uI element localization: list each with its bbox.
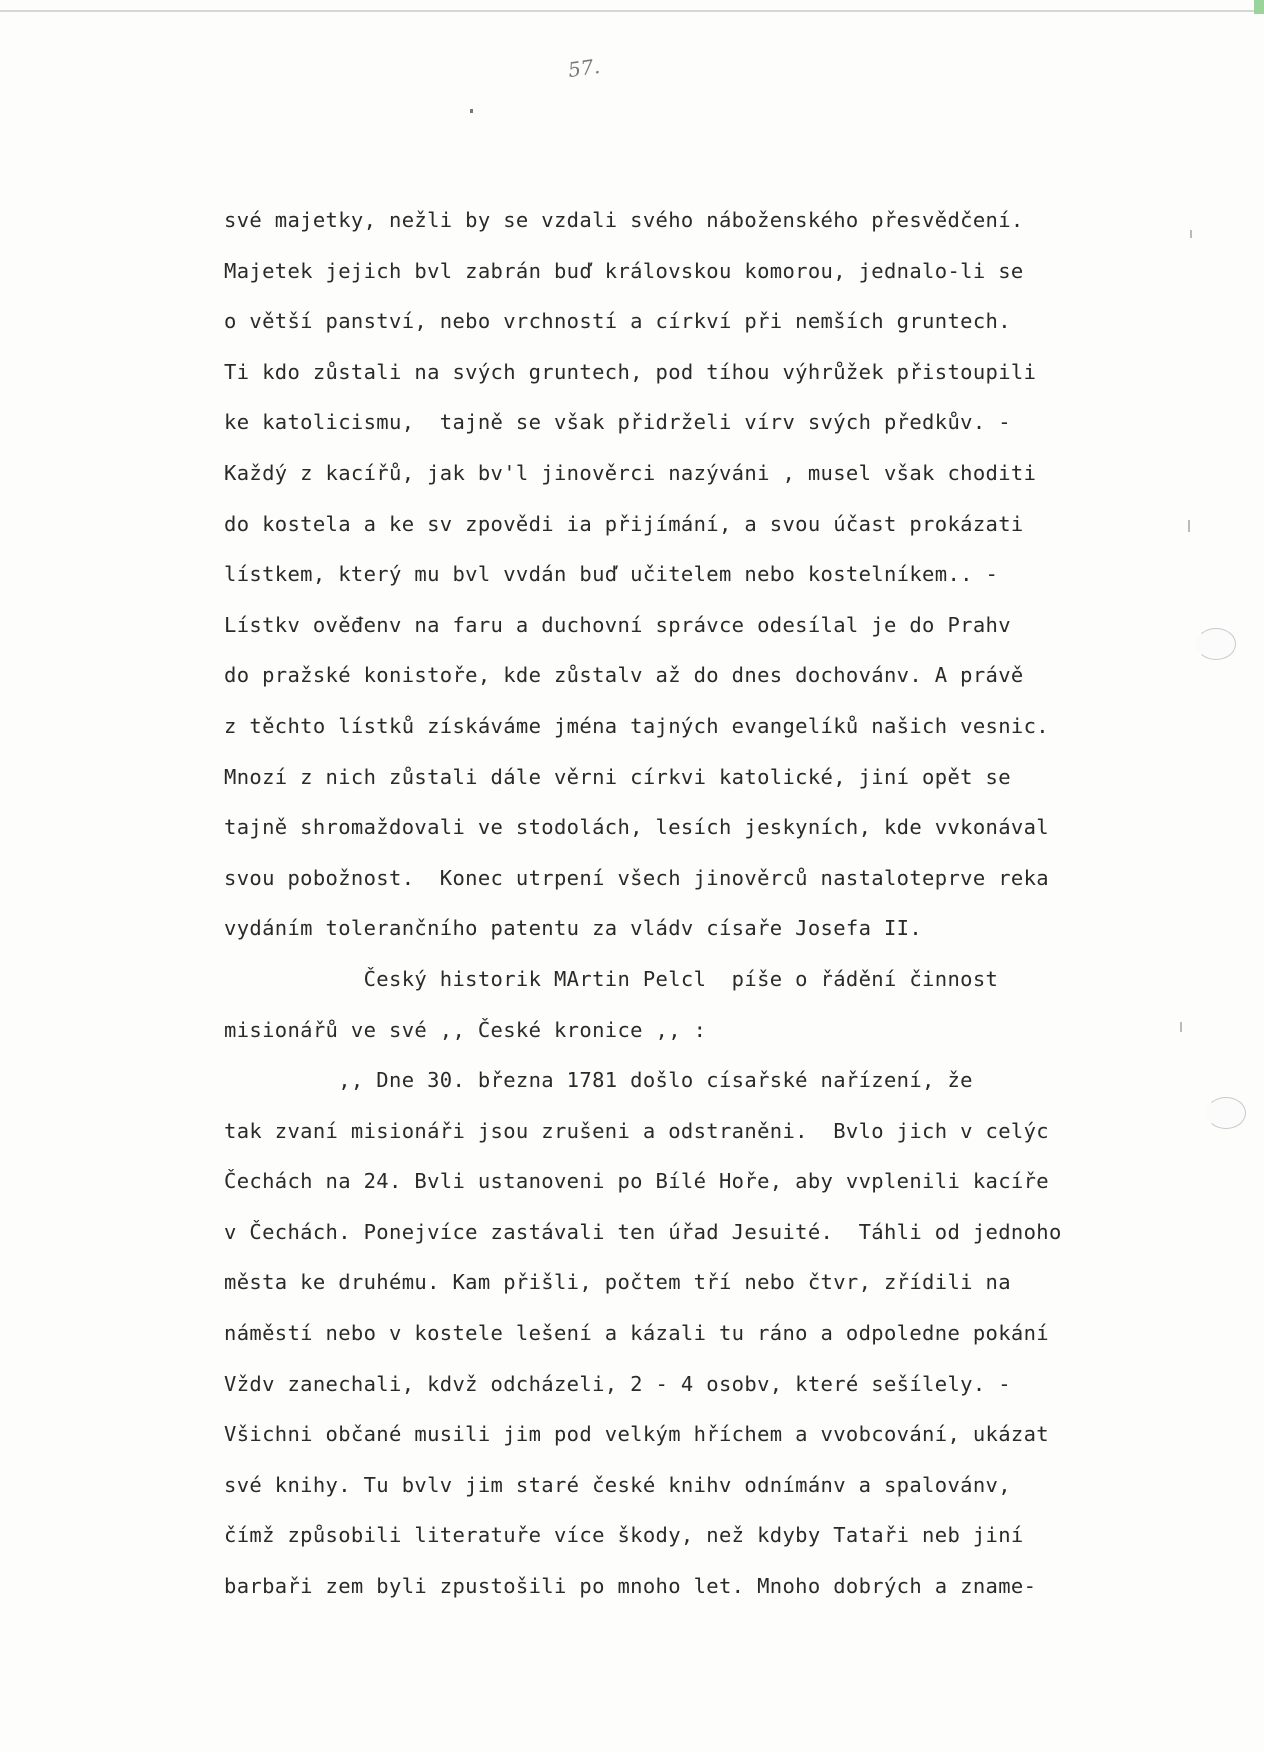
text-line: Všichni občané musili jim pod velkým hříchem a vvobcování, ukázat [224,1422,1049,1447]
text-line: Český historik MArtin Pelcl píše o řádění činnost [224,966,999,991]
text-line: tajně shromaždovali ve stodolách, lesích jeskyních, kde vvkonával [224,815,1049,840]
text-line: Mnozí z nich zůstali dále věrni církvi katolické, jiní opět se [224,764,1011,789]
text-line: města ke druhému. Kam přišli, počtem tří nebo čtvr, zřídili na [224,1270,1011,1295]
typed-text-body [224,208,1204,1625]
text-line: Čechách na 24. Bvli ustanoveni po Bílé Hoře, aby vvplenili kacíře [224,1169,1049,1194]
text-line: tak zvaní misionáři jsou zrušeni a odstraněni. Bvlo jich v celýc [224,1118,1049,1143]
corner-color-mark [1254,0,1264,14]
page-number: 57. [566,53,602,83]
text-line: misionářů ve své ,, České kronice ,, : [224,1017,707,1042]
text-line: své majetky, nežli by se vzdali svého náboženského přesvědčení. [224,208,1024,232]
text-line: ke katolicismu, tajně se však přidrželi vírv svých předkův. - [224,410,1011,435]
text-line: do kostela a ke sv zpovědi ia přijímání, a svou účast prokázati [224,511,1024,536]
ink-dot [470,109,473,113]
text-line: Lístkv ověđenv na faru a duchovní správce odesílal je do Prahv [224,612,1011,637]
text-line: lístkem, který mu bvl vvdán buď učitelem nebo kostelníkem.. - [224,562,999,587]
text-line: Vždv zanechali, kdvž odcházeli, 2 - 4 osobv, které sešílely. - [224,1371,1011,1396]
text-line: Každý z kacířů, jak bv'l jinověrci nazýváni , musel však choditi [224,460,1037,485]
text-line: Ti kdo zůstali na svých gruntech, pod tíhou výhrůžek přistoupili [224,359,1037,384]
text-line: ,, Dne 30. března 1781 došlo císařské nařízení, že [224,1068,973,1093]
text-line: do pražské konistoře, kde zůstalv až do dnes dochovánv. A právě [224,663,1024,688]
page-top-edge [0,10,1264,12]
text-line: čímž způsobili literatuře více škody, než kdyby Tataři neb jiní [224,1523,1024,1548]
text-line: svou pobožnost. Konec utrpení všech jinověrců nastaloteprve reka [224,865,1049,890]
text-line: vydáním tolerančního patentu za vládv císaře Josefa II. [224,916,923,941]
text-line: barbaři zem byli zpustošili po mnoho let. Mnoho dobrých a zname- [224,1574,1037,1599]
punch-hole [1206,1097,1246,1129]
text-line: v Čechách. Ponejvíce zastávali ten úřad Jesuité. Táhli od jednoho [224,1219,1062,1244]
text-line: své knihy. Tu bvlv jim staré české knihv odnímánv a spalovánv, [224,1472,1011,1497]
text-line: náměstí nebo v kostele lešení a kázali tu ráno a odpoledne pokání [224,1321,1049,1346]
text-line: o větší panství, nebo vrchností a církví při nemších gruntech. [224,309,1011,334]
text-line: Majetek jejich bvl zabrán buď královskou komorou, jednalo-li se [224,258,1024,283]
text-line: z těchto lístků získáváme jména tajných evangelíků našich vesnic. [224,713,1049,738]
